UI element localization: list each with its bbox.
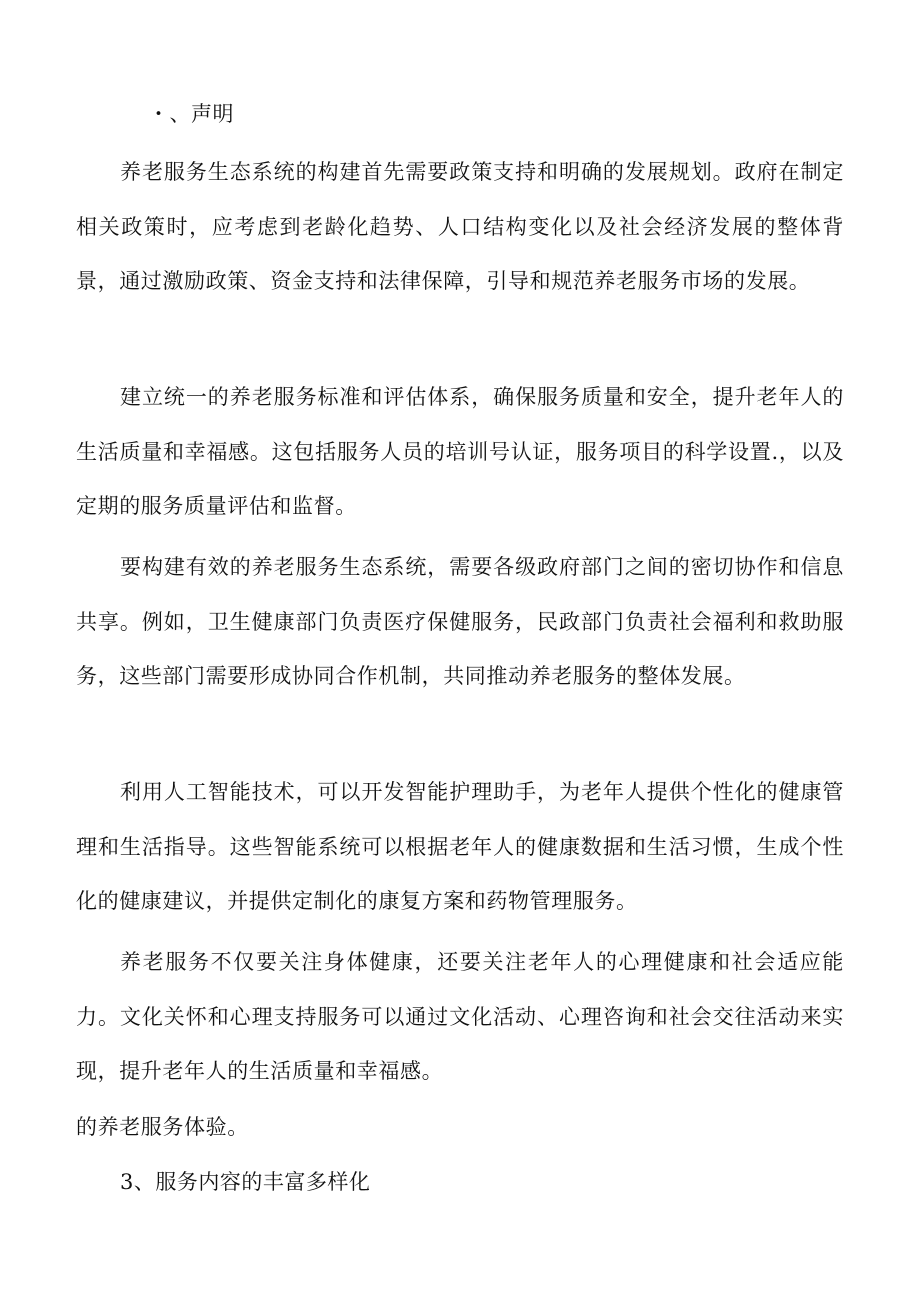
section-heading-service-content: 3、服务内容的丰富多样化: [120, 1170, 371, 1194]
paragraph-policy-support: 养老服务生态系统的构建首先需要政策支持和明确的发展规划。政府在制定相关政策时，应考虑到老龄化趋势、人口结构变化以及社会经济发展的整体背景，通过激励政策、资金支持和法律保障，引导和规范养老服务市场的发展。: [76, 160, 844, 293]
paragraph-government-collaboration: 要构建有效的养老服务生态系统，需要各级政府部门之间的密切协作和信息共享。例如，卫生健康部门负责医疗保健服务，民政部门负责社会福利和救助服务，这些部门需要形成协同合作机制，共同推动养老服务的整体发展。: [76, 555, 844, 688]
paragraph-ai-technology: 利用人工智能技术，可以开发智能护理助手，为老年人提供个性化的健康管理和生活指导。这些智能系统可以根据老年人的健康数据和生活习惯，生成个性化的健康建议，并提供定制化的康复方案和药物管理服务。: [76, 780, 844, 913]
section-heading-declaration: ・、声明: [148, 102, 234, 126]
paragraph-psychological-care: 养老服务不仅要关注身体健康，还要关注老年人的心理健康和社会适应能力。文化关怀和心理支持服务可以通过文化活动、心理咨询和社会交往活动来实现，提升老年人的生活质量和幸福感。: [76, 950, 844, 1083]
paragraph-service-standards: 建立统一的养老服务标准和评估体系，确保服务质量和安全，提升老年人的生活质量和幸福感。这包括服务人员的培训号认证，服务项目的科学设置.，以及定期的服务质量评估和监督。: [76, 385, 844, 518]
trailing-text-line: 的养老服务体验。: [76, 1115, 249, 1139]
